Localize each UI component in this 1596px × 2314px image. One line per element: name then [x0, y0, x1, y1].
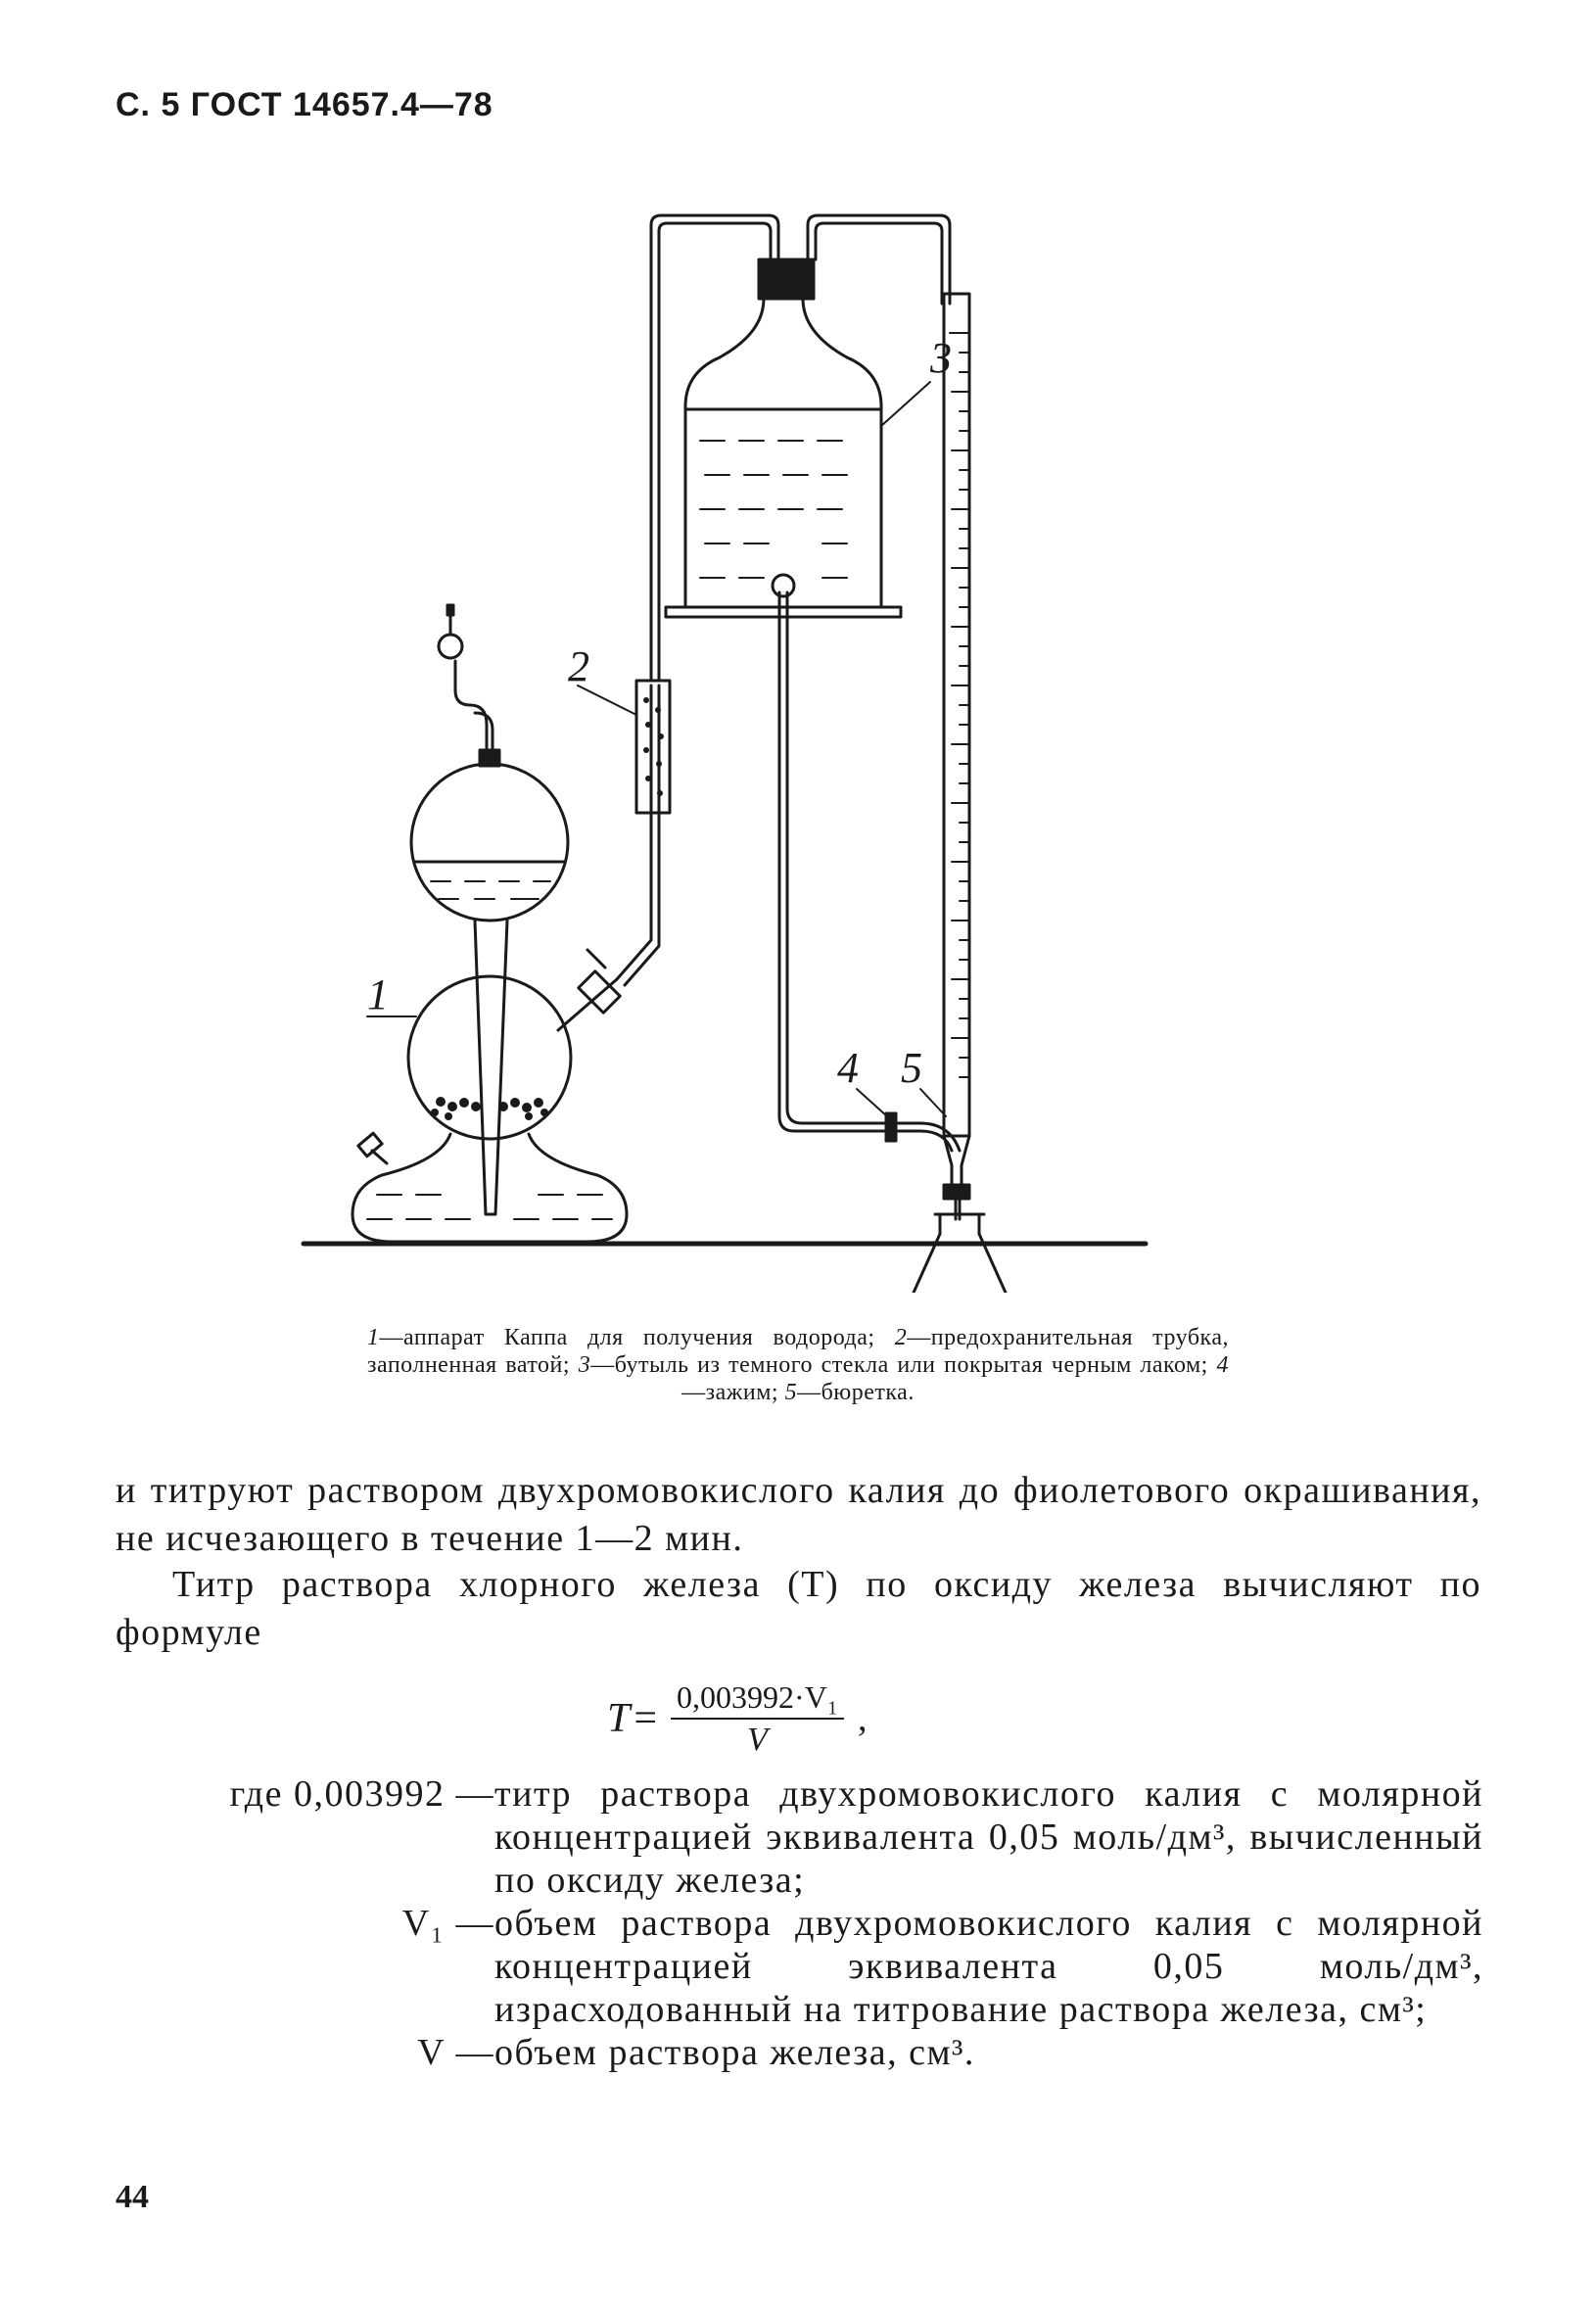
label-2: 2 [568, 642, 589, 690]
burette [901, 294, 969, 1219]
definition-term: где 0,003992 — [229, 1773, 494, 1815]
paragraph-titer: Титр раствора хлорного железа (T) по оксиду железа вычисляют по формуле [116, 1564, 1481, 1653]
formula-fraction [671, 1679, 844, 1759]
caption-item-1: 1—аппарат Каппа для получения водорода; [367, 1325, 895, 1350]
figure-caption [367, 1324, 1229, 1406]
formula-comma: , [857, 1698, 868, 1739]
page-number: 44 [116, 2179, 149, 2215]
caption-item-5: 5—бюретка. [784, 1380, 915, 1405]
kipp-apparatus [352, 605, 627, 1242]
guard-tube [636, 681, 670, 813]
definition-term: V — [417, 2032, 494, 2073]
flask [893, 1214, 1027, 1293]
definition-desc: объем раствора двухромовокислого калия с молярной концентрацией эквивалента 0,05 моль/дм³, израсходованный на титрование раствора железа, см³; [494, 1903, 1483, 2030]
definitions-list [171, 1772, 1483, 2074]
label-3: 3 [930, 334, 952, 382]
document-header: С. 5 ГОСТ 14657.4—78 [116, 86, 493, 123]
formula-numerator: 0,003992·V₁ [671, 1679, 844, 1720]
definition-desc: титр раствора двухромовокислого калия с молярной концентрацией эквивалента 0,05 моль/дм³, вычисленный по оксиду железа; [494, 1773, 1483, 1901]
formula-denominator: V [747, 1721, 768, 1758]
definition-desc: объем раствора железа, см³. [494, 2032, 975, 2073]
titer-formula [607, 1665, 867, 1772]
apparatus-figure [294, 196, 1175, 1293]
definition-item [171, 1902, 1483, 2031]
definition-item [171, 1772, 1483, 1902]
definition-item [171, 2031, 1483, 2074]
caption-item-3: 3—бутыль из темного стекла или покрытая черным лаком; [578, 1352, 1217, 1378]
label-1: 1 [367, 970, 389, 1018]
siphon-tube [779, 592, 960, 1151]
label-5: 5 [901, 1044, 922, 1092]
caption-item-4: 4—зажим; [681, 1352, 1229, 1405]
connecting-tube [568, 215, 778, 985]
caption-item-2: 2—предохранительная трубка, заполненная ватой; [367, 1325, 1229, 1378]
formula-lhs: T [607, 1696, 631, 1741]
label-4: 4 [837, 1044, 859, 1092]
bottle [666, 215, 952, 617]
paragraph-titration: и титруют раствором двухромовокислого калия до фиолетового окрашивания, не исчезающего в течение 1—2 мин. [116, 1470, 1481, 1559]
formula-equals: = [634, 1696, 658, 1741]
definition-term: V₁ — [401, 1903, 494, 1944]
clamp [886, 1113, 896, 1141]
